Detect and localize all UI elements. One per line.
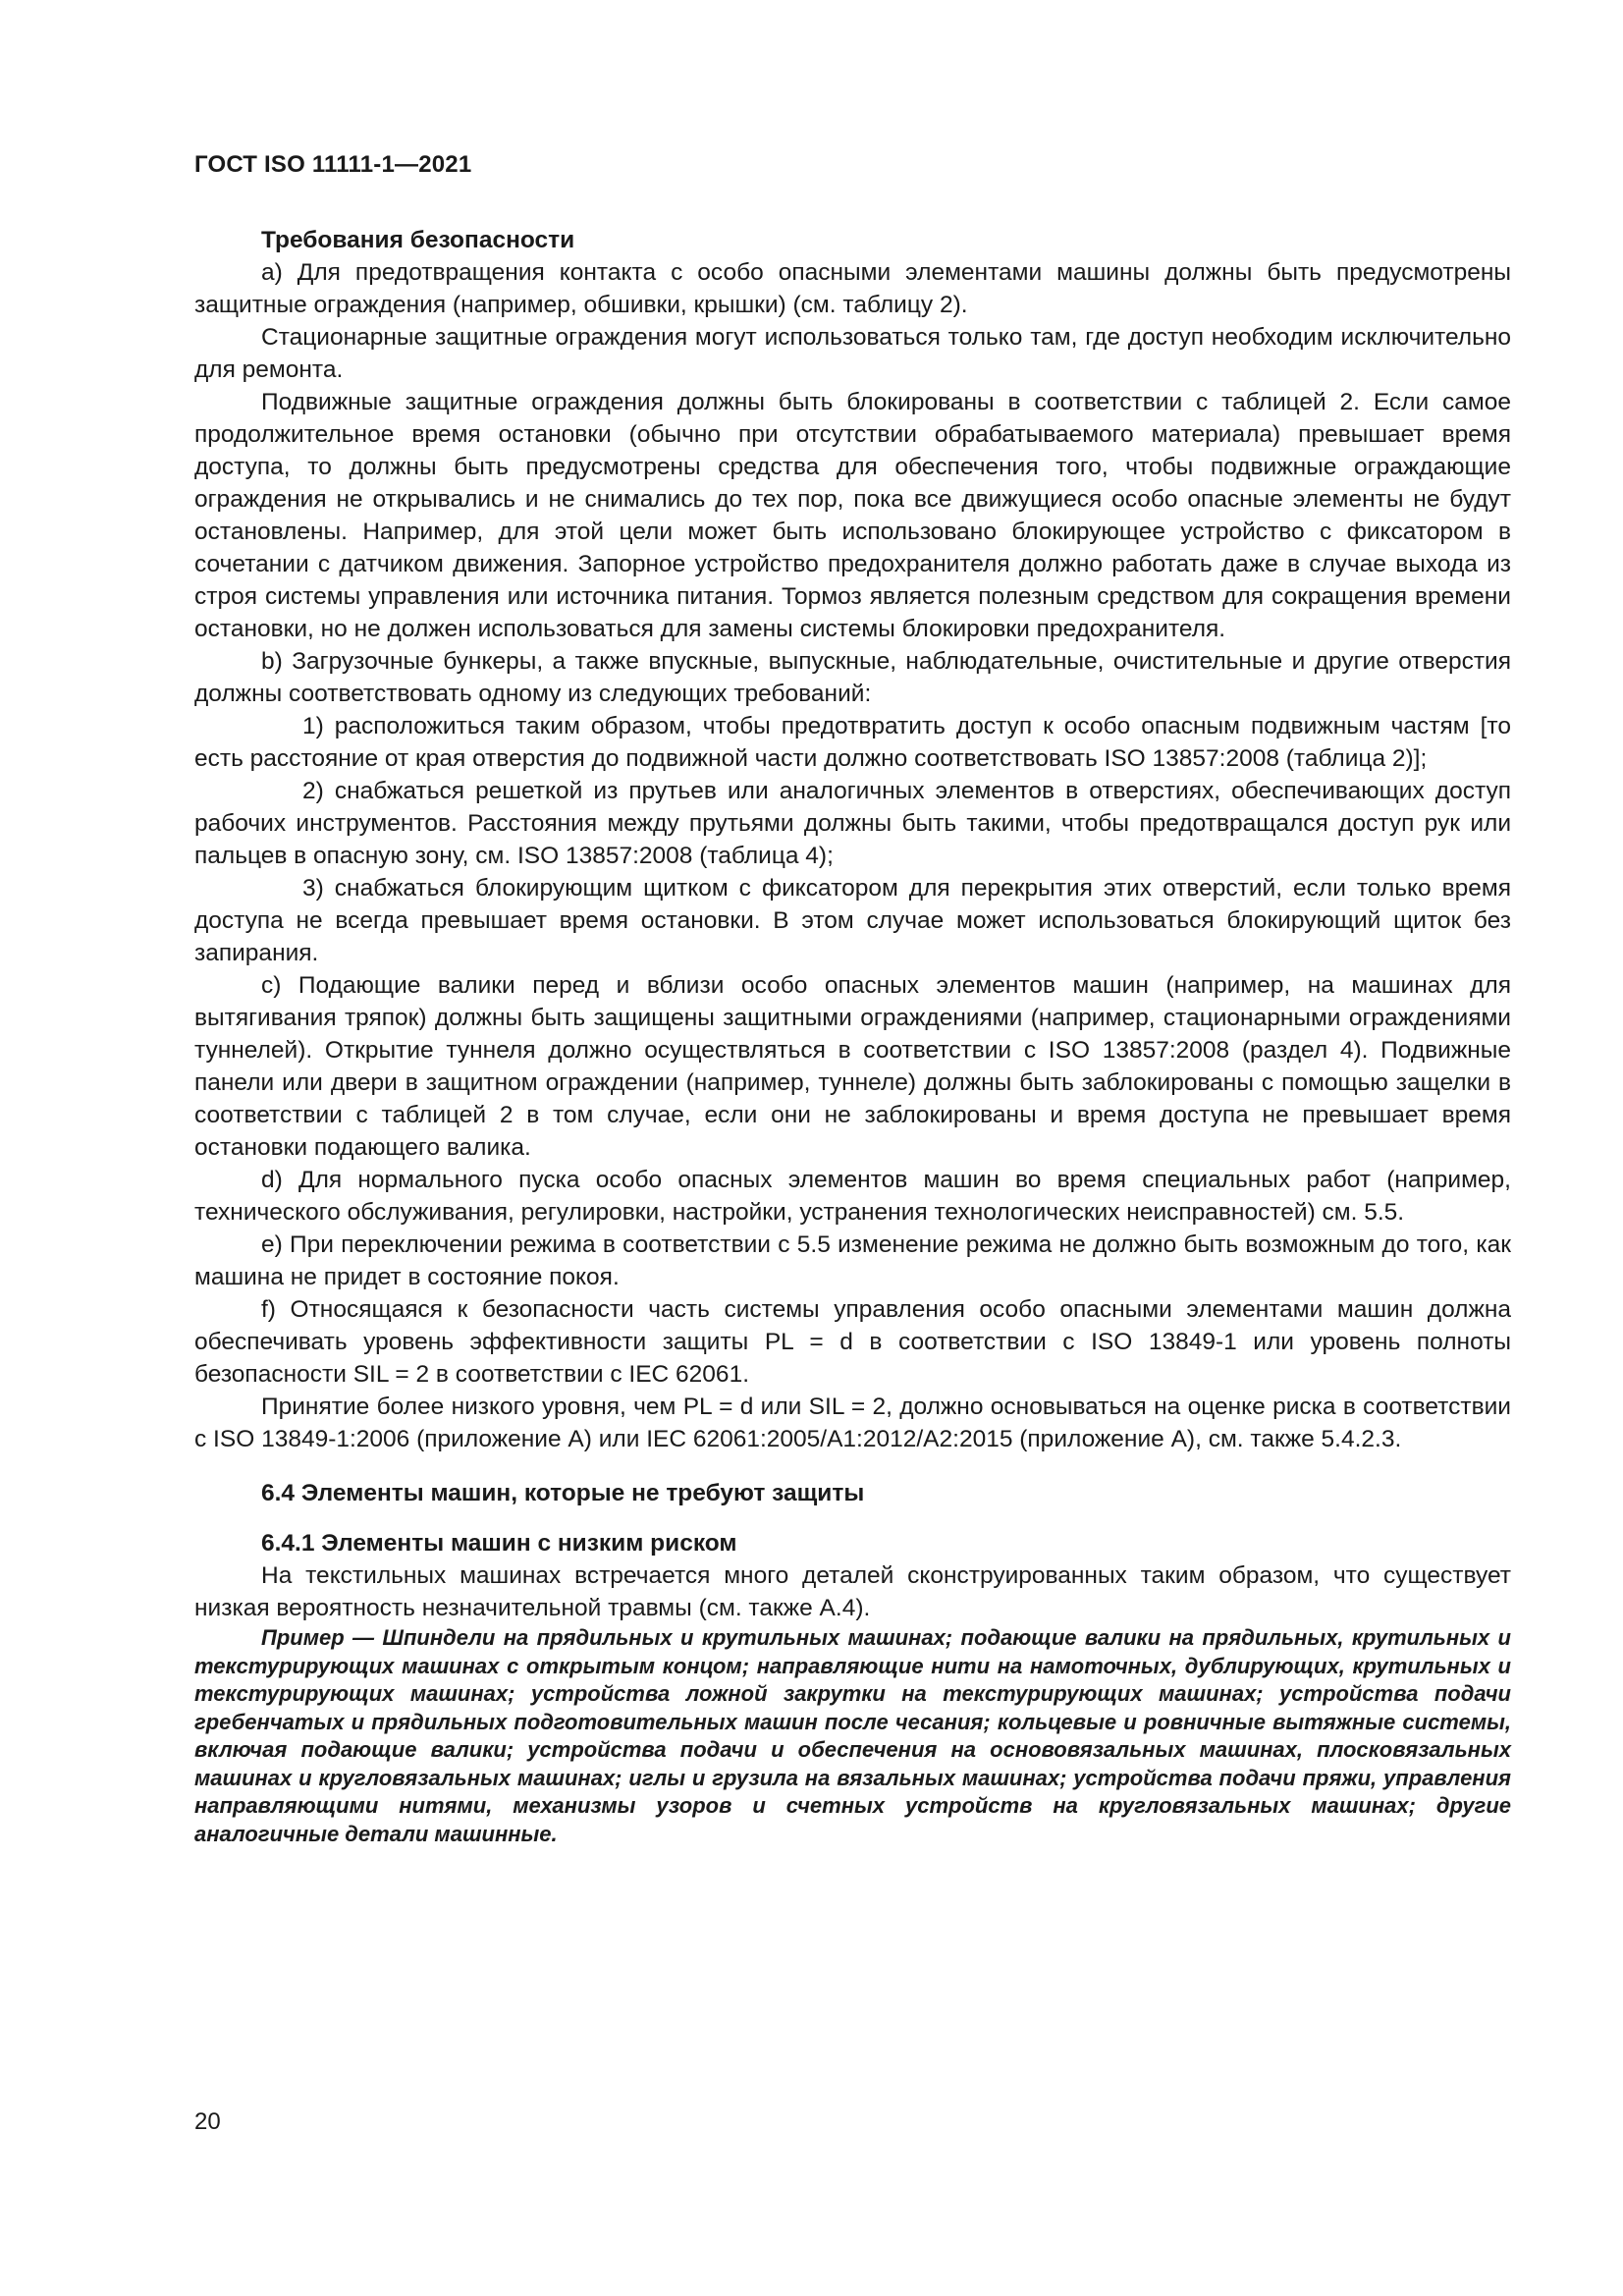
- heading-safety-requirements: Требования безопасности: [261, 227, 575, 253]
- example-note: Пример — Шпиндели на прядильных и крутильных машинах; подающие валики на прядильных, крутильных и текстурирующих машинах с открытым концом; направляющие нити на намоточных, дублирующих, крутильных и текстурирующих машинах; устройства ложной закрутки на текстурирующих машинах; устройства подачи гребенчатых и прядильных подготовительных машин после чесания; кольцевые и ровничные вытяжные системы, включая подающие валики; устройства подачи и обеспечения на основовязальных машинах, плосковязальных машинах и кругловязальных машинах; иглы и грузила на вязальных машинах; устройства подачи пряжи, управления направляющими нитями, механизмы узоров и счетных устройств на кругловязальных машинах; другие аналогичные детали машинные.: [194, 1625, 1511, 1846]
- paragraph-a: a) Для предотвращения контакта с особо опасными элементами машины должны быть предусмотрены защитные ограждения (например, обшивки, крышки) (см. таблицу 2).: [194, 259, 1511, 318]
- section-heading-6-4: 6.4 Элементы машин, которые не требуют защиты: [261, 1480, 865, 1506]
- paragraph-d: d) Для нормального пуска особо опасных элементов машин во время специальных работ (например, технического обслуживания, регулировки, настройки, устранения технологических неисправностей) см. 5.5.: [194, 1167, 1511, 1226]
- list-item-1: 1) расположиться таким образом, чтобы предотвратить доступ к особо опасным подвижным частям [то есть расстояние от края отверстия до подвижной части должно соответствовать ISO 13857:2008 (таблица 2)];: [194, 713, 1511, 772]
- paragraph-lower-level: Принятие более низкого уровня, чем PL = d или SIL = 2, должно основываться на оценке риска в соответствии с ISO 13849-1:2006 (приложение A) или IEC 62061:2005/A1:2012/A2:2015 (приложение A), см. также 5.4.2.3.: [194, 1394, 1511, 1452]
- section-heading-6-4-1: 6.4.1 Элементы машин с низким риском: [261, 1530, 737, 1557]
- list-item-3: 3) снабжаться блокирующим щитком с фиксатором для перекрытия этих отверстий, если только время доступа не всегда превышает время остановки. В этом случае может использоваться блокирующий щиток без запирания.: [194, 875, 1511, 966]
- paragraph-e: e) При переключении режима в соответствии с 5.5 изменение режима не должно быть возможным до того, как машина не придет в состояние покоя.: [194, 1231, 1511, 1290]
- paragraph-6-4-1: На текстильных машинах встречается много деталей сконструированных таким образом, что существует низкая вероятность незначительной травмы (см. также A.4).: [194, 1562, 1511, 1621]
- paragraph-f: f) Относящаяся к безопасности часть системы управления особо опасными элементами машин должна обеспечивать уровень эффективности защиты PL = d в соответствии с ISO 13849-1 или уровень полноты безопасности SIL = 2 в соответствии с IEC 62061.: [194, 1296, 1511, 1388]
- paragraph-c: c) Подающие валики перед и вблизи особо опасных элементов машин (например, на машинах для вытягивания тряпок) должны быть защищены защитными ограждениями (например, стационарными ограждениями туннелей). Открытие туннеля должно осуществляться в соответствии с ISO 13857:2008 (раздел 4). Подвижные панели или двери в защитном ограждении (например, туннеле) должны быть заблокированы с помощью защелки в соответствии с таблицей 2 в том случае, если они не заблокированы и время доступа не превышает время остановки подающего валика.: [194, 972, 1511, 1161]
- document-header: ГОСТ ISO 11111-1—2021: [194, 151, 472, 178]
- document-body: [194, 224, 1511, 1848]
- page-number: 20: [194, 2108, 221, 2135]
- list-item-2: 2) снабжаться решеткой из прутьев или аналогичных элементов в отверстиях, обеспечивающих доступ рабочих инструментов. Расстояния между прутьями должны быть такими, чтобы предотвращался доступ рук или пальцев в опасную зону, см. ISO 13857:2008 (таблица 4);: [194, 778, 1511, 869]
- paragraph-stationary-guards: Стационарные защитные ограждения могут использоваться только там, где доступ необходим исключительно для ремонта.: [194, 324, 1511, 383]
- paragraph-b: b) Загрузочные бункеры, а также впускные, выпускные, наблюдательные, очистительные и другие отверстия должны соответствовать одному из следующих требований:: [194, 648, 1511, 707]
- paragraph-movable-guards: Подвижные защитные ограждения должны быть блокированы в соответствии с таблицей 2. Если самое продолжительное время остановки (обычно при отсутствии обрабатываемого материала) превышает время доступа, то должны быть предусмотрены средства для обеспечения того, чтобы подвижные ограждающие ограждения не открывались и не снимались до тех пор, пока все движущиеся особо опасные элементы не будут остановлены. Например, для этой цели может быть использовано блокирующее устройство с фиксатором в сочетании с датчиком движения. Запорное устройство предохранителя должно работать даже в случае выхода из строя системы управления или источника питания. Тормоз является полезным средством для сокращения времени остановки, но не должен использоваться для замены системы блокировки предохранителя.: [194, 389, 1511, 642]
